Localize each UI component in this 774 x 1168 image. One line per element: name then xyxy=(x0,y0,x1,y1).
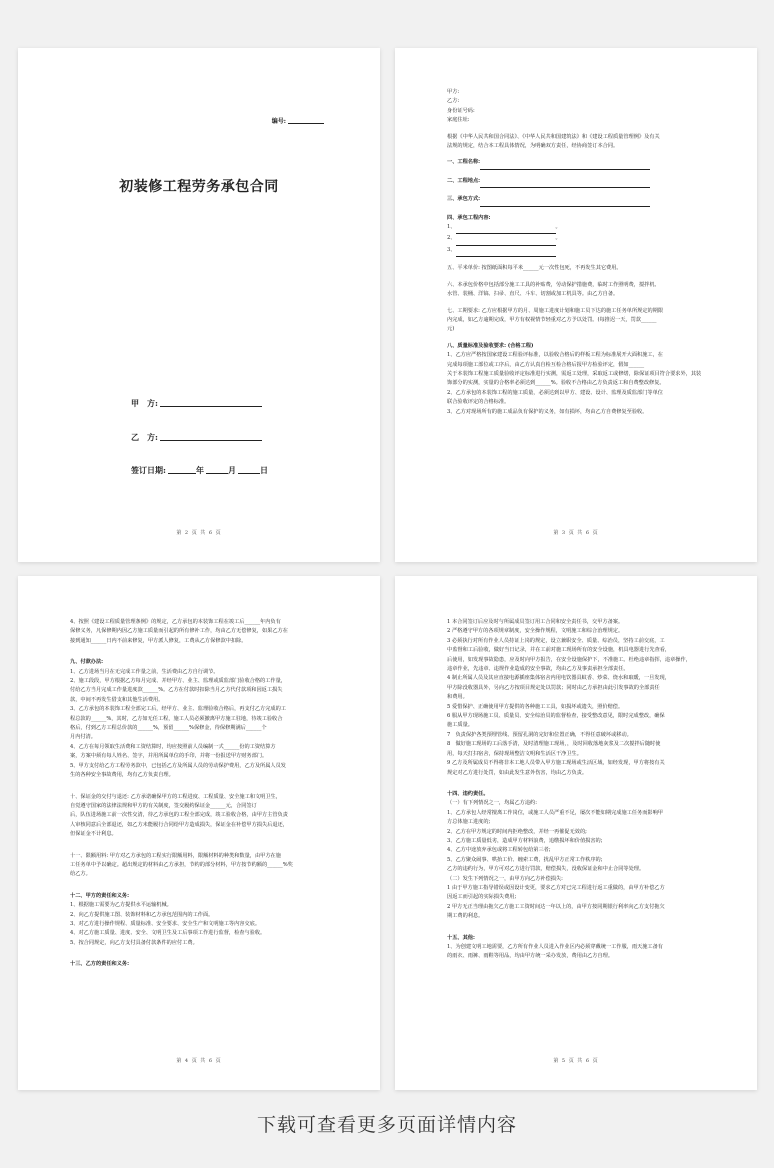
text-line: 根据《中华人民共和国合同法》、《中华人民共和国建筑法》和《建设工程质量管理例》及有关 xyxy=(447,133,660,140)
text-line: 2、施工段段，甲方根据乙方每月完成、并经甲方、业主、监理或质监部门验收合格的工作量， xyxy=(70,678,286,685)
text-line: 施工质量。 xyxy=(447,722,473,729)
text-line: 2、乙方承包的本装饰工程的施工质量，必须达到以甲方、建设、设计、监理及质监部门等单位 xyxy=(447,389,663,396)
text-line: 九、付款办法: xyxy=(70,659,104,666)
text-line: 3、对乙方进行操作规程、质量标准、安全要求、安全生产和文明施工等内容交底。 xyxy=(70,920,261,927)
paragraph-gap xyxy=(447,170,709,177)
text-line: 人审核同意后全部退还，如乙方未能履行合同给甲方造成损失，保证金在补偿甲方损失后退还， xyxy=(70,821,288,828)
text-line: 月内付清。 xyxy=(70,734,96,741)
text-line: 1、乙方承包人经常擅离工作岗位，或施工人员严重不足，屡次不能如期完成施工任务而影响甲 xyxy=(447,809,663,816)
text-line: 付给乙方当月完成工作量进度款______%。乙方在付款时扣除当月乙方代付款项和因返工损失 xyxy=(70,687,283,694)
download-caption: 下载可查看更多页面详情内容 xyxy=(256,1114,517,1136)
text-line: 十三、乙方的责任和义务: xyxy=(70,961,129,968)
text-line: 1、为创建文明工地需要，乙方所有作业人员进入作业区内必须穿戴统一工作服，雨天施工备有 xyxy=(447,944,663,950)
cover-page xyxy=(18,48,380,562)
text-line: 9 乙方及所属成员不得将非本工地人员带入甲方施工现场或生活区域，如经发现，甲方将按有关 xyxy=(447,760,665,767)
page-text xyxy=(70,618,332,970)
text-line: 1、乙方应严格按国家建设工程验评标准，以验收合格后的样板工程为标准展开大面积施工，在 xyxy=(447,352,663,359)
text-line: 1、根据施工需要为乙方提供水平运输机械。 xyxy=(70,902,172,909)
text-line: 一、工程名称: xyxy=(447,158,709,169)
text-line: 的雨衣、雨裤、雨鞋等用品，均由甲方统一采办发放，费用由乙方自理。 xyxy=(447,953,614,960)
paragraph-gap xyxy=(447,778,709,790)
contract-page-4 xyxy=(395,576,757,1090)
text-line: 格后，付到乙方工程总价款的______%，预留______%保修金，待保修期满后______个 xyxy=(70,725,267,732)
paragraph-gap xyxy=(447,274,709,281)
text-line: 八、质量标准及验收要求: (合格工程) xyxy=(447,342,534,349)
text-line: 6 服从甲方现场施工员、质量员、安全综治员的监督检查，接受整改意见，限时完成整改，确保 xyxy=(447,713,665,720)
paragraph-gap xyxy=(447,922,709,934)
text-line: 内完成，如乙方逾期完成，甲方有权视情节轻重对乙方予以处罚。(每推迟一天，罚款______ xyxy=(447,316,657,323)
text-line: 十五、其他: xyxy=(447,934,475,941)
text-line: 给乙方。 xyxy=(70,871,91,878)
text-line: 十、保证金的交付与退还: 乙方承诺确保甲方的工程进度、工程质量、安全施工和文明卫生， xyxy=(70,793,281,800)
text-line: 4、乙方在每月领取生活费和工资结算时，均应按照前人员编制一式______份的工资结算方 xyxy=(70,743,276,750)
text-line: 2、乙方在甲方规定的时间内拒绝整改，并经一再催促无效的; xyxy=(447,828,587,835)
party-b-field: 乙 方: xyxy=(131,432,262,443)
text-line: 四、承包工程内容: xyxy=(447,214,491,221)
text-line: 8 做好施工现场的工后落手清，及时清理施工现场，，及时回收落地灰浆及二次搅拌后随时使 xyxy=(447,741,661,748)
text-line: 违章作业，先违章、违规作业造成的安全事故，均由乙方及事责承担全部责任。 xyxy=(447,666,629,673)
paragraph-gap xyxy=(447,335,709,342)
text-line: 因返工而引起的实际损失费用; xyxy=(447,894,517,901)
text-line: 饰部分的实测，实量的合格率必须达到______%。验收不合格由乙方负责返工和自费整改修复。 xyxy=(447,380,665,387)
text-line: 二、工程地点: xyxy=(447,177,709,188)
text-line: 五、平米单价: 按图纸面积每平米______元一次性包死，不再发生其它费用。 xyxy=(447,265,622,272)
paragraph-gap xyxy=(70,646,332,658)
paragraph-gap xyxy=(447,300,709,307)
text-line: 7 负责保护各类预埋管线、预留孔洞的完好和位置正确，不得任意破坏或移动。 xyxy=(447,731,632,738)
paragraph-gap xyxy=(447,151,709,158)
page-number: 第 3 页 共 6 页 xyxy=(553,530,599,536)
text-line: 3、乙方对现场所有的施工成品负有保护的义务，如有损坏，均由乙方自费修复至验收。 xyxy=(447,408,648,415)
text-line: 接到通知______日内不前来修复，甲方派人修复，工费从乙方保修款中扣除。 xyxy=(70,637,247,644)
text-line: 4、按照《建设工程质量管理条例》的规定，乙方承包的本装饰工程在竣工后______年内负有 xyxy=(70,619,281,625)
contract-number: 编号: xyxy=(272,116,324,125)
text-line: 法规的规定，结合本工程具体情况，为明确双方责任，经协商签订本合同。 xyxy=(447,143,619,150)
text-line: 2、 。 xyxy=(447,234,709,245)
text-line: 乙方的违约行为，甲方可对乙方进行罚款，赔偿损失，没收保证金和中止合同等处理。 xyxy=(447,866,645,873)
paragraph-gap xyxy=(447,188,709,195)
text-line: 六、本承包价格中包括部分施工工具的补贴费，劳动保护措施费，临时工作照明费，搅拌机、 xyxy=(447,281,660,288)
text-line: 后，队伍进场施工前一次性交清，待乙方承包的工程全部完成，竣工验收合格，由甲方主管负责 xyxy=(70,812,288,819)
paragraph-gap xyxy=(447,126,709,133)
text-line: 程总款的______%，其时，乙方如无任工程，施工人员必须撤离甲方施工驻地，待竣工验收合 xyxy=(70,715,283,722)
text-line: 4 制止所属人员及其应直接电源插座集体宿舍内用电饮器具蚊香、炒菜、烧水和取暖，一旦发现， xyxy=(447,675,670,682)
text-line: 三、承包方式: xyxy=(447,195,709,206)
text-line: 十二、甲方的责任和义务: xyxy=(70,892,129,899)
text-line: 中监督和工后验收，做好当日记录，并在工前对施工现场所有的安全设施，机具电器进行先查看， xyxy=(447,647,671,654)
text-line: 和费用。 xyxy=(447,694,468,701)
text-line: 3 必须执行对所有作业人员持证上岗的规定，设立兼职安全、质量、综治员，坚持工前交底，工 xyxy=(447,637,665,644)
text-line: 款，中间不再发生借支和其他生活费用。 xyxy=(70,696,164,703)
text-line: 2、向乙方提供施工图、装饰材料和乙方承包范围内的工作面。 xyxy=(70,911,214,918)
text-line: 5、乙方聚众闹事、哄抬工价、缠索工费，扰乱甲方正常工作秩序的; xyxy=(447,856,603,863)
text-line: 十一、限额用料: 甲方对乙方承包的工程实行限额用料，限额材料的种类和数量，由甲方在施 xyxy=(70,852,281,859)
contract-page-2 xyxy=(395,48,757,562)
page-text xyxy=(447,88,709,417)
text-line: 工任务单中予以确定。超出规定的材料由乙方承担，节约的部分材料，甲方按节约额的______%奖 xyxy=(70,861,293,868)
text-line: 2 甲方无正当理由拖欠乙方施工工资时间达一年以上的，由甲方按同期银行利率向乙方支付拖欠 xyxy=(447,903,665,910)
text-line: 5、按合同规定，向乙方支付具备付款条件的应付工费。 xyxy=(70,939,198,946)
text-line: 4、对乙方施工质量、进度、安全、文明卫生及工后事项工作进行监督，检查与验收。 xyxy=(70,930,266,937)
contract-page-3 xyxy=(18,576,380,1090)
text-line: 方总体施工进度的; xyxy=(447,819,491,826)
text-line: 3、乙方承包的本装饰工程全部完工后，经甲方、业主、监理验收合格后，再支付乙方完成的工 xyxy=(70,706,286,713)
text-line: 关于本装饰工程施工质量验收评定标准进行实测，需返工处理，采取返工或修缮，除保证项目符合要求外，其装 xyxy=(447,370,702,377)
page-text xyxy=(447,618,709,962)
text-line: 自觉遵守国家的法律法规和甲方的有关制度，签交履约保证金______元，合同签订 xyxy=(70,802,257,809)
text-line: 期工费的利息。 xyxy=(447,913,484,920)
sign-date-field: 签订日期: 年 月 日 xyxy=(131,465,268,475)
text-line: 但保证金不计利息。 xyxy=(70,831,117,838)
text-line: 身份证号码: xyxy=(447,107,475,114)
text-line: 甲方除没收器具外，另向乙方按项目规定处以罚款；同时由乙方承担由此引发事故的全部责任 xyxy=(447,684,660,691)
text-line: 元) xyxy=(447,326,455,333)
text-line: 甲方: xyxy=(447,89,460,95)
text-line: 1 由于甲方施工指导错误或因设计变更，要求乙方对已完工程进行返工重做的，由甲方补偿乙方 xyxy=(447,884,665,891)
text-line: 乙方: xyxy=(447,98,460,105)
paragraph-gap xyxy=(447,207,709,214)
contract-title: 初装修工程劳务承包合同 xyxy=(119,179,279,195)
text-line: 用，每天打扫宿舍，保持现场整洁文明和生活区干净卫生。 xyxy=(447,750,582,757)
text-line: 1 本合同签订后应及时与所属成员签订用工合同和安全责任书，交甲方备案。 xyxy=(447,619,624,625)
text-line: 后使用，如发现事故隐患，应及时向甲方报告，在安全设施保护下，不准施工。杜绝违章指挥，违章操作， xyxy=(447,656,691,663)
paragraph-gap xyxy=(70,781,332,793)
text-line: 5、甲方支付给乙方工程劳务款中，已包括乙方及所属人员的劳动保护费用，乙方及所属人员发 xyxy=(70,762,286,769)
text-line: 3、乙方施工质量低劣，造成甲方材料浪费，追缴损坏和价值损害的; xyxy=(447,837,603,844)
text-line: （二）发生下列情况之一，由甲方向乙方补偿损失: xyxy=(447,875,563,882)
text-line: 1、 。 xyxy=(447,223,709,234)
paragraph-gap xyxy=(70,880,332,892)
party-a-field: 甲 方: xyxy=(131,398,262,409)
page-number: 第 4 页 共 6 页 xyxy=(176,1058,222,1064)
page-number: 第 5 页 共 6 页 xyxy=(553,1058,599,1064)
text-line: 十四、违约责任。 xyxy=(447,790,489,797)
text-line: 水管、装桶、洋镐、扫帚、直尺、斗车、切割或加工机具等。由乙方自备。 xyxy=(447,291,619,298)
paragraph-gap xyxy=(70,840,332,852)
text-line: （一）有下列情况之一，均属乙方违约: xyxy=(447,800,537,807)
text-line: 4、乙方中途放弃承包或将工程转包给第三者; xyxy=(447,847,551,854)
text-line: 保修义务，凡保修期内因乙方施工质量而引起的所有修补工作，均由乙方无偿修复，如果乙方在 xyxy=(70,628,288,635)
text-line: 规定对乙方进行处罚，如由此发生意外伤害，均由乙方负责。 xyxy=(447,769,588,776)
text-line: 七、工期要求: 乙方应根据甲方的月、周施工进度计划和施工员下达的施工任务单所规定的期限 xyxy=(447,307,664,314)
text-line: 1、乙方进场当月在无完成工作量之前，生活费由乙方自行调节。 xyxy=(70,668,219,675)
paragraph-gap xyxy=(447,257,709,264)
text-line: 3、 xyxy=(447,246,709,257)
text-line: 联合验收评定的合格标准。 xyxy=(447,399,510,406)
text-line: 生的各种安全事故费用，均有乙方负责自理。 xyxy=(70,772,174,779)
text-line: 完成每项施工部位或工序后，由乙方认真自检互检合格后报甲方检验评定，假如______ xyxy=(447,361,645,368)
text-line: 案，方案中须有每人姓名、签字，并用所属单位的手印，并将一份报送甲方财务部门。 xyxy=(70,753,268,760)
text-line: 2 严格遵守甲方的各项规章制度，安全操作规程，文明施工和综合治理规定。 xyxy=(447,628,624,635)
paragraph-gap xyxy=(70,948,332,960)
text-line: 家庭住址: xyxy=(447,117,470,124)
text-line: 5 爱惜保护、正确使用甲方提供的各种施工工具，如损坏或遗失，照价赔偿。 xyxy=(447,703,624,710)
page-number: 第 2 页 共 6 页 xyxy=(176,530,222,536)
